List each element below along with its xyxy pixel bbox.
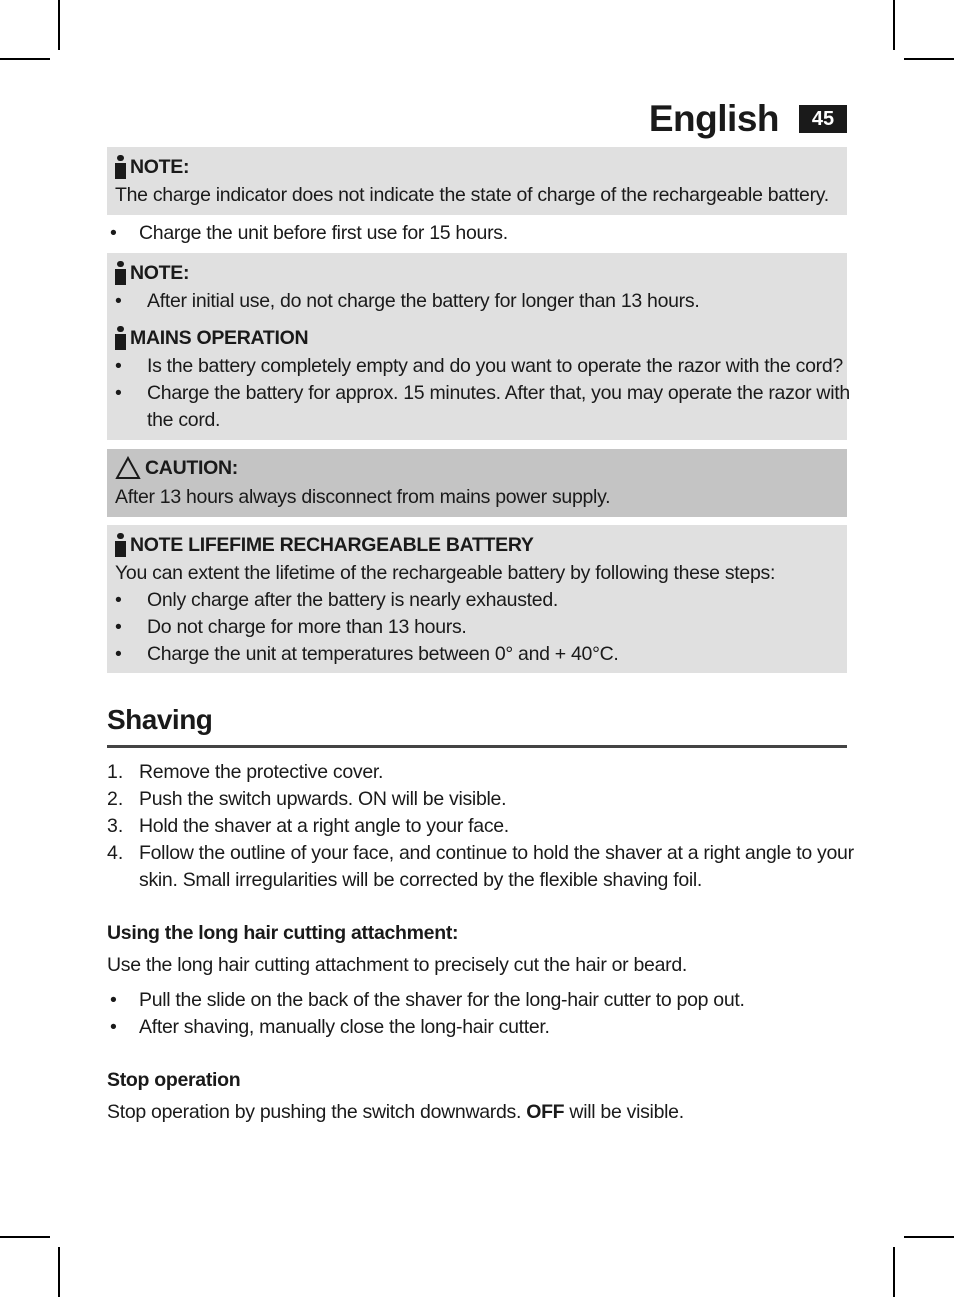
stop-text: Stop operation by pushing the switch downwards. — [107, 1101, 527, 1123]
note-heading — [115, 155, 189, 179]
mains-heading — [115, 326, 308, 350]
off-label: OFF — [526, 1101, 565, 1123]
section-rule — [107, 745, 847, 748]
bullet-dot: • — [115, 616, 122, 638]
crop-mark — [0, 58, 50, 60]
subheading: Stop operation — [107, 1069, 241, 1091]
list-item-continued: the cord. — [147, 409, 221, 431]
crop-mark — [904, 1236, 954, 1238]
caution-title: CAUTION: — [145, 456, 238, 479]
crop-mark — [58, 1247, 60, 1297]
bullet-dot: • — [110, 1016, 117, 1038]
info-icon — [115, 155, 126, 179]
stop-text-end: will be visible. — [564, 1101, 684, 1123]
step-number: 2. — [107, 788, 124, 810]
note-title: NOTE: — [130, 155, 190, 178]
info-icon — [115, 533, 126, 557]
charge-instruction: Charge the unit before first use for 15 hours. — [139, 222, 508, 244]
mains-title: MAINS OPERATION — [130, 326, 309, 349]
crop-mark — [893, 0, 895, 50]
caution-text: After 13 hours always disconnect from mains power supply. — [115, 486, 611, 508]
subheading: Using the long hair cutting attachment: — [107, 922, 459, 944]
step-text: Follow the outline of your face, and continue to hold the shaver at a right angle to your — [139, 842, 854, 864]
bullet-dot: • — [115, 382, 122, 404]
list-item: After initial use, do not charge the battery for longer than 13 hours. — [147, 290, 700, 312]
section-title: Shaving — [107, 704, 213, 735]
note-text: The charge indicator does not indicate the state of charge of the rechargeable battery. — [115, 184, 829, 206]
lifetime-heading — [115, 533, 534, 557]
list-item: After shaving, manually close the long-hair cutter. — [139, 1016, 550, 1038]
lifetime-intro: You can extent the lifetime of the rechargeable battery by following these steps: — [115, 562, 776, 584]
list-item: Only charge after the battery is nearly exhausted. — [147, 589, 558, 611]
paragraph — [107, 1101, 684, 1124]
page-number: 45 — [799, 105, 847, 133]
lifetime-title: NOTE LIFEFIME RECHARGEABLE BATTERY — [130, 533, 534, 556]
warning-icon — [115, 456, 141, 480]
list-item: Charge the unit at temperatures between 0° and + 40°C. — [147, 643, 619, 665]
bullet-dot: • — [115, 290, 122, 312]
step-number: 3. — [107, 815, 124, 837]
crop-mark — [58, 0, 60, 50]
caution-heading — [115, 456, 238, 480]
bullet-dot: • — [110, 989, 117, 1011]
crop-mark — [904, 58, 954, 60]
step-text: Remove the protective cover. — [139, 761, 384, 783]
step-text: Hold the shaver at a right angle to your face. — [139, 815, 509, 837]
step-number: 4. — [107, 842, 124, 864]
bullet-dot: • — [115, 643, 122, 665]
bullet-dot: • — [110, 222, 117, 244]
list-item: Do not charge for more than 13 hours. — [147, 616, 467, 638]
note-title: NOTE: — [130, 261, 190, 284]
list-item: Is the battery completely empty and do you want to operate the razor with the cord? — [147, 355, 843, 377]
list-item: Pull the slide on the back of the shaver for the long-hair cutter to pop out. — [139, 989, 745, 1011]
list-item: Charge the battery for approx. 15 minutes. After that, you may operate the razor with — [147, 382, 850, 404]
step-text: Push the switch upwards. ON will be visible. — [139, 788, 507, 810]
step-number: 1. — [107, 761, 124, 783]
crop-mark — [0, 1236, 50, 1238]
step-text-continued: skin. Small irregularities will be corrected by the flexible shaving foil. — [139, 869, 703, 891]
info-icon — [115, 261, 126, 285]
language-heading: English — [648, 98, 779, 139]
crop-mark — [893, 1247, 895, 1297]
paragraph: Use the long hair cutting attachment to precisely cut the hair or beard. — [107, 954, 687, 976]
bullet-dot: • — [115, 589, 122, 611]
page-header — [649, 96, 847, 142]
info-icon — [115, 326, 126, 350]
bullet-dot: • — [115, 355, 122, 377]
note-heading — [115, 261, 189, 285]
